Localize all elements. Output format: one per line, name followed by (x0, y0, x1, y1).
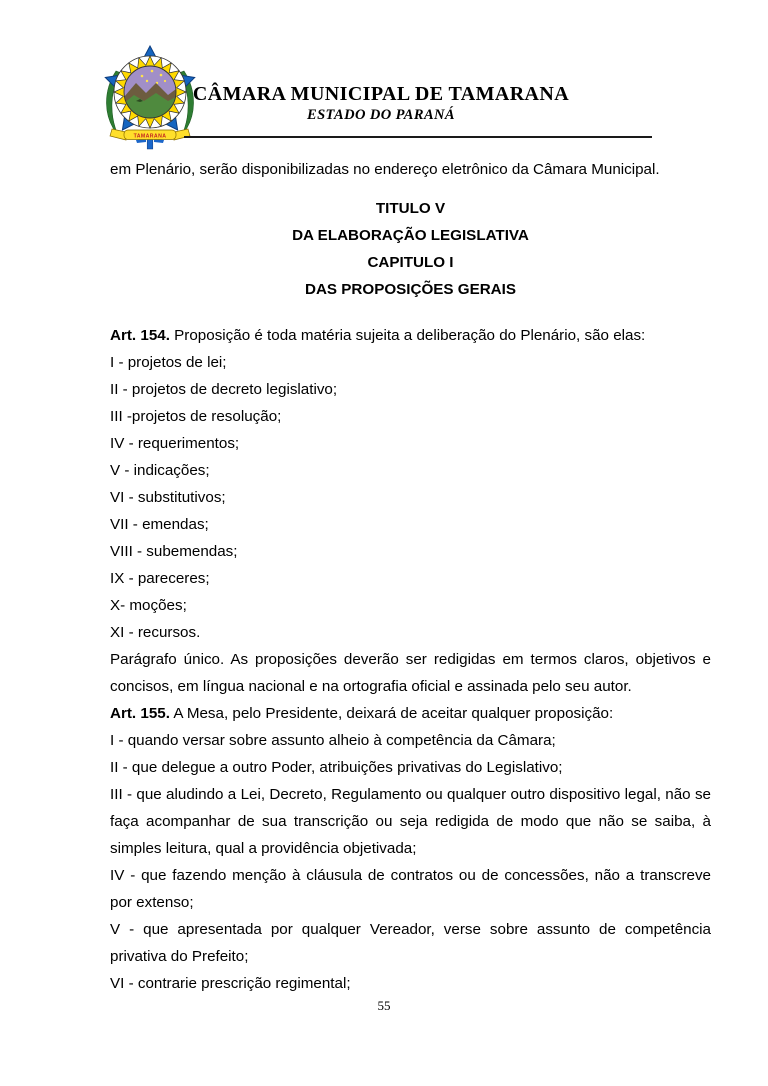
paragraph: VI - contrarie prescrição regimental; (110, 975, 351, 992)
ribbon-left-icon (110, 129, 126, 140)
paragraph (110, 322, 711, 349)
page-number: 55 (377, 998, 391, 1013)
organization-title: CÂMARA MUNICIPAL DE TAMARANA (192, 83, 570, 105)
letterhead-text (180, 82, 582, 124)
letterhead (0, 0, 768, 150)
paragraph: VII - emendas; (110, 516, 209, 533)
paragraph-text: Proposição é toda matéria sujeita a deliberação do Plenário, são elas: (174, 327, 646, 344)
paragraph: IV - que fazendo menção à cláusula de contratos ou de concessões, não a transcreve por extenso; (110, 867, 711, 911)
ribbon-right-icon (174, 129, 190, 140)
document-body (110, 156, 711, 997)
section-heading: DAS PROPOSIÇÕES GERAIS (305, 281, 516, 298)
section-heading: CAPITULO I (367, 254, 454, 271)
paragraph: III -projetos de resolução; (110, 408, 282, 425)
paragraph: II - que delegue a outro Poder, atribuições privativas do Legislativo; (110, 759, 563, 776)
paragraph: XI - recursos. (110, 624, 201, 641)
paragraph: VIII - subemendas; (110, 543, 238, 560)
paragraph: X- moções; (110, 597, 187, 614)
paragraph: IV - requerimentos; (110, 435, 240, 452)
paragraph: I - projetos de lei; (110, 354, 227, 371)
ribbon-text: TAMARANA (133, 133, 167, 140)
paragraph: V - que apresentada por qualquer Vereador, verse sobre assunto de competência privativa do Prefeito; (110, 921, 711, 965)
paragraph: II - projetos de decreto legislativo; (110, 381, 338, 398)
section-heading: TITULO V (375, 200, 446, 217)
paragraph: III - que aludindo a Lei, Decreto, Regulamento ou qualquer outro dispositivo legal, não se faça acompanhar de sua transcrição ou seja redigida de modo que não se saiba, à simples leitura, qual a providência objetivada; (110, 786, 711, 857)
paragraph-text: A Mesa, pelo Presidente, deixará de aceitar qualquer proposição: (173, 705, 614, 722)
paragraph: V - indicações; (110, 462, 210, 479)
paragraph: I - quando versar sobre assunto alheio à competência da Câmara; (110, 732, 556, 749)
section-heading: DA ELABORAÇÃO LEGISLATIVA (292, 227, 529, 244)
paragraph: em Plenário, serão disponibilizadas no endereço eletrônico da Câmara Municipal. (110, 161, 660, 178)
paragraph: IX - pareceres; (110, 570, 210, 587)
header-divider (184, 136, 652, 138)
article-number: Art. 154. (110, 327, 170, 344)
paragraph: Parágrafo único. As proposições deverão ser redigidas em termos claros, objetivos e concisos, em língua nacional e na ortografia oficial e assinada pelo seu autor. (110, 651, 711, 695)
article-number: Art. 155. (110, 705, 170, 722)
paragraph (110, 700, 711, 727)
organization-subtitle: ESTADO DO PARANÁ (307, 107, 455, 123)
paragraph: VI - substitutivos; (110, 489, 226, 506)
